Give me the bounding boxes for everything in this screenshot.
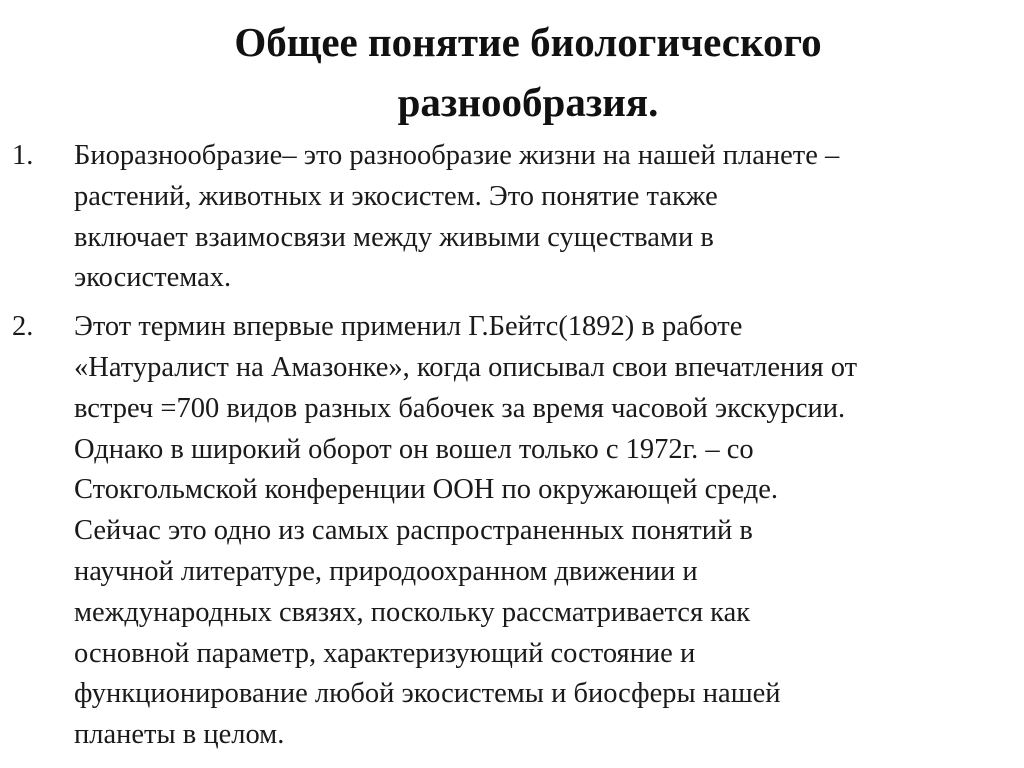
- slide-title: [0, 12, 1024, 132]
- title-line: Общее понятие биологического: [234, 19, 822, 65]
- paragraph-line: планеты в целом.: [74, 719, 285, 751]
- numbered-list: [0, 136, 1024, 756]
- list-item-1: [0, 136, 1024, 299]
- list-item-2: [0, 307, 1024, 756]
- paragraph-line: встреч =700 видов разных бабочек за время часовой экскурсии.: [74, 392, 846, 424]
- paragraph-line: растений, животных и экосистем. Это понятие также: [74, 180, 718, 212]
- paragraph-line: включает взаимосвязи между живыми существами в: [74, 221, 714, 253]
- paragraph-line: Сейчас это одно из самых распространенных понятий в: [74, 515, 753, 547]
- paragraph-line: международных связях, поскольку рассматривается как: [74, 596, 751, 628]
- paragraph-line: Этот термин впервые применил Г.Бейтс(1892) в работе: [74, 311, 743, 343]
- title-line: разнообразия.: [397, 79, 659, 125]
- paragraph-line: Биоразнообразие– это разнообразие жизни на нашей планете –: [74, 140, 840, 171]
- paragraph-line: функционирование любой экосистемы и биосферы нашей: [74, 678, 781, 710]
- paragraph-line: Стокгольмской конференции ООН по окружающей среде.: [74, 474, 779, 506]
- list-number: 2.: [12, 311, 34, 343]
- paragraph-line: научной литературе, природоохранном движении и: [74, 555, 698, 587]
- paragraph-line: экосистемах.: [74, 262, 232, 294]
- paragraph-line: «Натуралист на Амазонке», когда описывал свои впечатления от: [74, 351, 858, 383]
- paragraph-line: основной параметр, характеризующий состояние и: [74, 637, 696, 669]
- paragraph-line: Однако в широкий оборот он вошел только с 1972г. – со: [74, 433, 754, 465]
- list-number: 1.: [12, 140, 34, 171]
